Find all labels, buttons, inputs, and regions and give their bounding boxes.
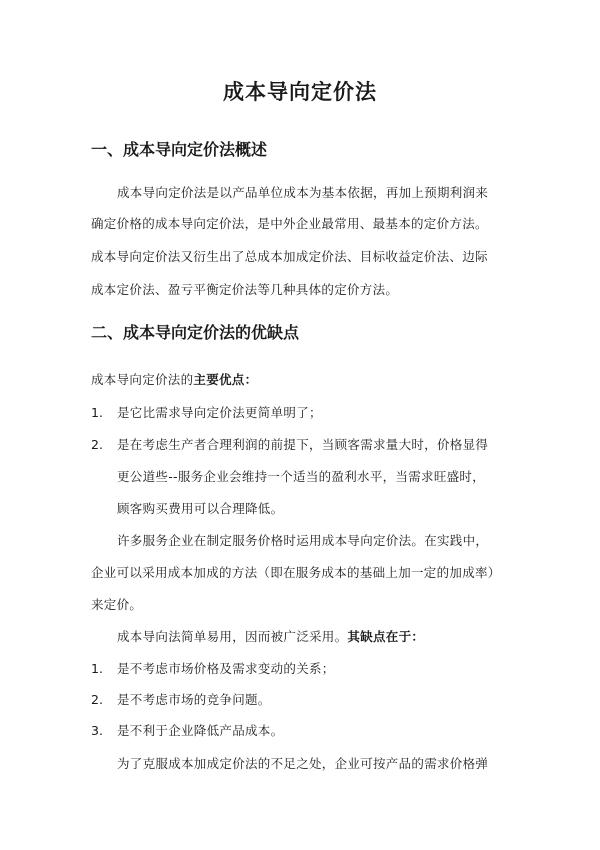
paragraph-line: 为了克服成本加成定价法的不足之处，企业可按产品的需求价格弹 <box>117 756 489 771</box>
list-number: 2. <box>91 437 103 452</box>
list-number: 3. <box>91 723 103 738</box>
list-item-text: 是它比需求导向定价法更简单明了； <box>117 405 322 420</box>
section-heading-1: 一、成本导向定价法概述 <box>91 140 268 159</box>
paragraph-line: 成本导向定价法又衍生出了总成本加成定价法、目标收益定价法、边际 <box>91 249 488 264</box>
paragraph-line: 企业可以采用成本加成的方法（即在服务成本的基础上加一定的加成率） <box>91 565 501 580</box>
advantages-intro <box>91 370 521 390</box>
paragraph-line: 成本导向定价法是以产品单位成本为基本依据，再加上预期利润来 <box>117 185 489 200</box>
paragraph-line: 许多服务企业在制定服务价格时运用成本导向定价法。在实践中， <box>117 533 489 548</box>
list-item-text: 是不考虑市场的竞争问题。 <box>117 692 271 707</box>
list-number: 1. <box>91 661 103 676</box>
disadvantages-intro-text: 成本导向法简单易用，因而被广泛采用。 <box>117 629 348 644</box>
list-item-text: 顾客购买费用可以合理降低。 <box>117 501 284 516</box>
list-number: 1. <box>91 405 103 420</box>
list-item-text: 是在考虑生产者合理利润的前提下，当顾客需求量大时，价格显得 <box>117 437 489 452</box>
list-item-text: 更公道些--服务企业会维持一个适当的盈利水平，当需求旺盛时， <box>117 469 486 484</box>
list-number: 2. <box>91 692 103 707</box>
advantages-intro-text: 成本导向定价法的 <box>91 372 194 387</box>
advantages-intro-bold: 主要优点： <box>193 372 258 387</box>
list-item-text: 是不考虑市场价格及需求变动的关系； <box>117 661 335 676</box>
paragraph-line: 成本定价法、盈亏平衡定价法等几种具体的定价方法。 <box>91 282 399 297</box>
disadvantages-intro <box>117 627 547 647</box>
document-title: 成本导向定价法 <box>223 80 377 104</box>
list-item-text: 是不利于企业降低产品成本。 <box>117 723 284 738</box>
disadvantages-intro-bold: 其缺点在于： <box>347 629 425 644</box>
paragraph-line: 来定价。 <box>91 597 143 612</box>
section-heading-2: 二、成本导向定价法的优缺点 <box>91 323 300 342</box>
paragraph-line: 确定价格的成本导向定价法，是中外企业最常用、最基本的定价方法。 <box>91 216 488 231</box>
